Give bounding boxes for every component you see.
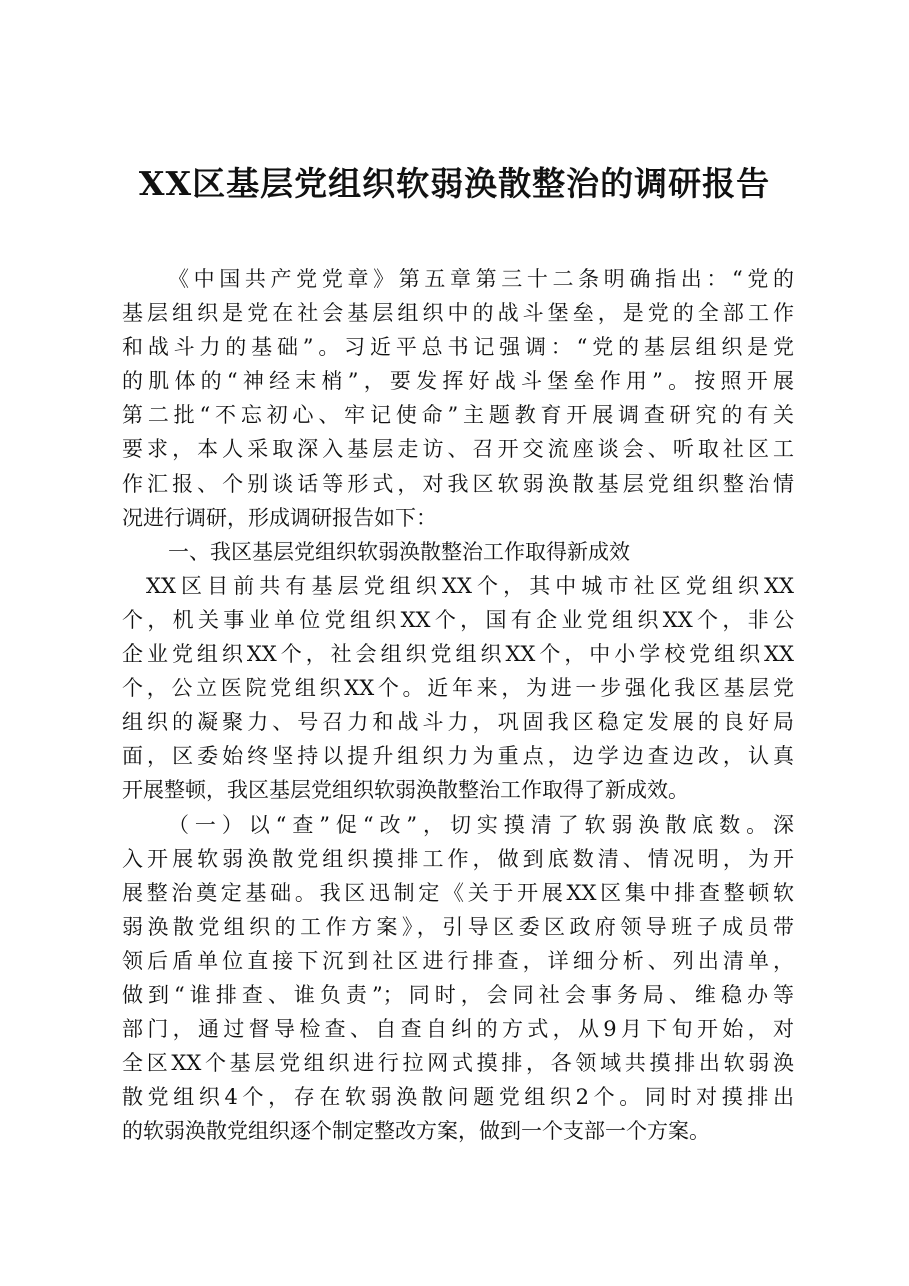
paragraph-line: 入开展软弱涣散党组织摸排工作，做到底数清、情况明，为开 (122, 846, 794, 871)
paragraph-line: 要求，本人采取深入基层走访、召开交流座谈会、听取社区工 (122, 437, 794, 462)
paragraph-line: 况进行调研，形成调研报告如下： (122, 505, 437, 530)
paragraph-line: 领后盾单位直接下沉到社区进行排查，详细分析、列出清单， (122, 948, 794, 973)
paragraph-line: XX区目前共有基层党组织XX个，其中城市社区党组织XX (146, 573, 794, 598)
paragraph-line: 面，区委始终坚持以提升组织力为重点，边学边查边改，认真 (122, 744, 794, 769)
paragraph-line: 和战斗力的基础”。习近平总书记强调：“党的基层组织是党 (122, 335, 794, 360)
paragraph-line: 展整治奠定基础。我区迅制定《关于开展XX区集中排查整顿软 (122, 880, 794, 905)
paragraph-line: （一）以“查”促“改”，切实摸清了软弱涣散底数。深 (168, 812, 794, 837)
paragraph-line: 弱涣散党组织的工作方案》，引导区委区政府领导班子成员带 (122, 914, 794, 939)
document-body (122, 262, 794, 1148)
paragraph-line: 的软弱涣散党组织逐个制定整改方案，做到一个支部一个方案。 (122, 1119, 710, 1144)
paragraph-line: 部门，通过督导检查、自查自纠的方式，从9月下旬开始，对 (122, 1017, 794, 1042)
paragraph-line: 《中国共产党党章》第五章第三十二条明确指出：“党的 (168, 267, 794, 291)
paragraph-line: 作汇报、个别谈话等形式，对我区软弱涣散基层党组织整治情 (122, 471, 794, 496)
paragraph-line: 基层组织是党在社会基层组织中的战斗堡垒，是党的全部工作 (122, 301, 794, 326)
paragraph-line: 做到“谁排查、谁负责”；同时，会同社会事务局、维稳办等 (122, 982, 794, 1007)
paragraph-line: 散党组织4个，存在软弱涣散问题党组织2个。同时对摸排出 (122, 1085, 794, 1110)
section-heading: 一、我区基层党组织软弱涣散整治工作取得新成效 (168, 539, 630, 564)
paragraph-line: 企业党组织XX个，社会组织党组织XX个，中小学校党组织XX (122, 642, 794, 667)
paragraph-line: 开展整顿，我区基层党组织软弱涣散整治工作取得了新成效。 (122, 778, 689, 803)
paragraph-line: 组织的凝聚力、号召力和战斗力，巩固我区稳定发展的良好局 (122, 710, 794, 735)
paragraph-line: 的肌体的“神经末梢”，要发挥好战斗堡垒作用”。按照开展 (122, 369, 794, 394)
document-title: XX区基层党组织软弱涣散整治的调研报告 (138, 164, 771, 203)
paragraph-line: 个，机关事业单位党组织XX个，国有企业党组织XX个，非公 (122, 607, 794, 632)
paragraph-line: 全区XX个基层党组织进行拉网式摸排，各领域共摸排出软弱涣 (122, 1051, 794, 1076)
paragraph-line: 个，公立医院党组织XX个。近年来，为进一步强化我区基层党 (122, 676, 794, 701)
paragraph-line: 第二批“不忘初心、牢记使命”主题教育开展调查研究的有关 (122, 403, 794, 428)
